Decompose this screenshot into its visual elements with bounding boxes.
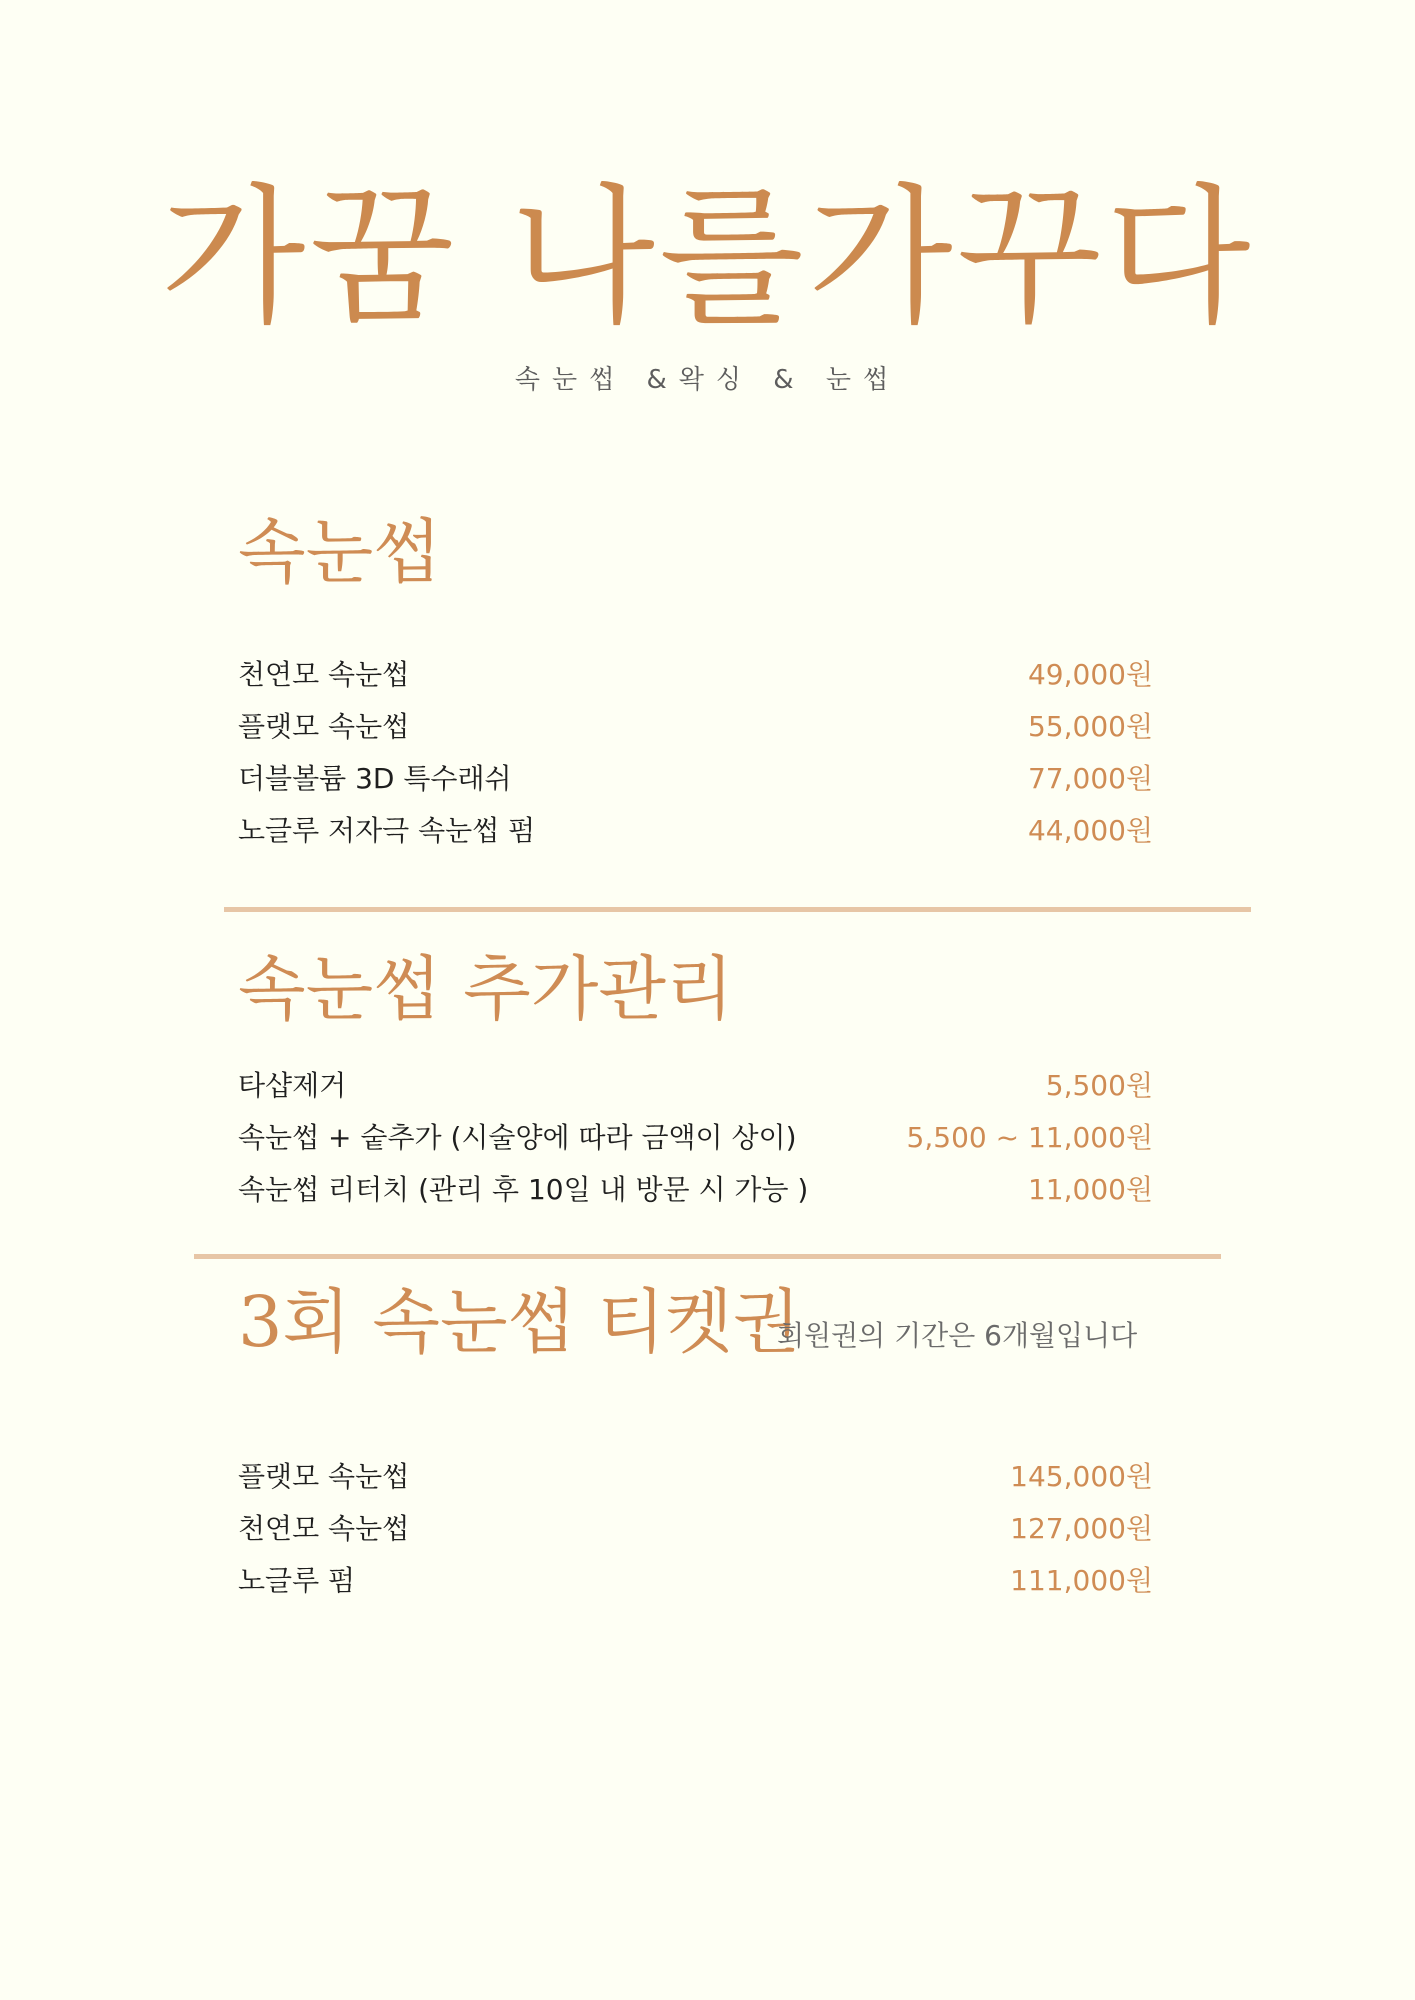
menu-item-price: 49,000원: [1027, 658, 1153, 691]
menu-item-name: 타샵제거: [238, 1069, 347, 1102]
menu-item-name: 천연모 속눈썹: [238, 658, 410, 691]
menu-item: [238, 759, 1153, 799]
menu-item: [238, 707, 1153, 747]
section-divider: [224, 907, 1251, 912]
menu-item-price: 5,500원: [1045, 1069, 1153, 1102]
menu-item-price: 5,500 ~ 11,000원: [906, 1121, 1153, 1154]
section-heading-eyelash: 속눈썹: [238, 511, 441, 593]
menu-item-name: 더블볼륨 3D 특수래쉬: [238, 762, 512, 795]
menu-item-price: 127,000원: [1010, 1512, 1153, 1545]
menu-item-name: 속눈썹 + 숱추가 (시술양에 따라 금액이 상이): [238, 1121, 797, 1154]
menu-item: [238, 1170, 1153, 1210]
menu-item-price: 55,000원: [1027, 710, 1153, 743]
menu-item-price: 77,000원: [1027, 762, 1153, 795]
page-subtitle: 속눈썹 &왁싱 & 눈썹: [514, 365, 901, 395]
menu-item: [238, 1118, 1153, 1158]
page-title: 가꿈 나를가꾸다: [160, 171, 1255, 345]
menu-item-price: 145,000원: [1010, 1460, 1153, 1493]
section-note: 회원권의 기간은 6개월입니다: [777, 1319, 1138, 1352]
menu-item-name: 플랫모 속눈썹: [238, 710, 410, 743]
menu-item: [238, 655, 1153, 695]
menu-item-name: 천연모 속눈썹: [238, 1512, 410, 1545]
menu-item: [238, 1066, 1153, 1106]
menu-item: [238, 1509, 1153, 1549]
menu-item-price: 11,000원: [1027, 1173, 1153, 1206]
section-divider: [194, 1254, 1221, 1259]
menu-item-price: 44,000원: [1027, 814, 1153, 847]
menu-item: [238, 1457, 1153, 1497]
menu-item-name: 속눈썹 리터치 (관리 후 10일 내 방문 시 가능 ): [238, 1173, 809, 1206]
menu-item: [238, 1561, 1153, 1601]
section-heading-eyelash-extra-care: 속눈썹 추가관리: [238, 948, 734, 1030]
menu-item-name: 플랫모 속눈썹: [238, 1460, 410, 1493]
section-heading-ticket: 3회 속눈썹 티켓권: [238, 1281, 801, 1363]
menu-item-name: 노글루 저자극 속눈썹 펌: [238, 814, 536, 847]
menu-item: [238, 811, 1153, 851]
menu-item-name: 노글루 펌: [238, 1564, 356, 1597]
menu-item-price: 111,000원: [1010, 1564, 1153, 1597]
